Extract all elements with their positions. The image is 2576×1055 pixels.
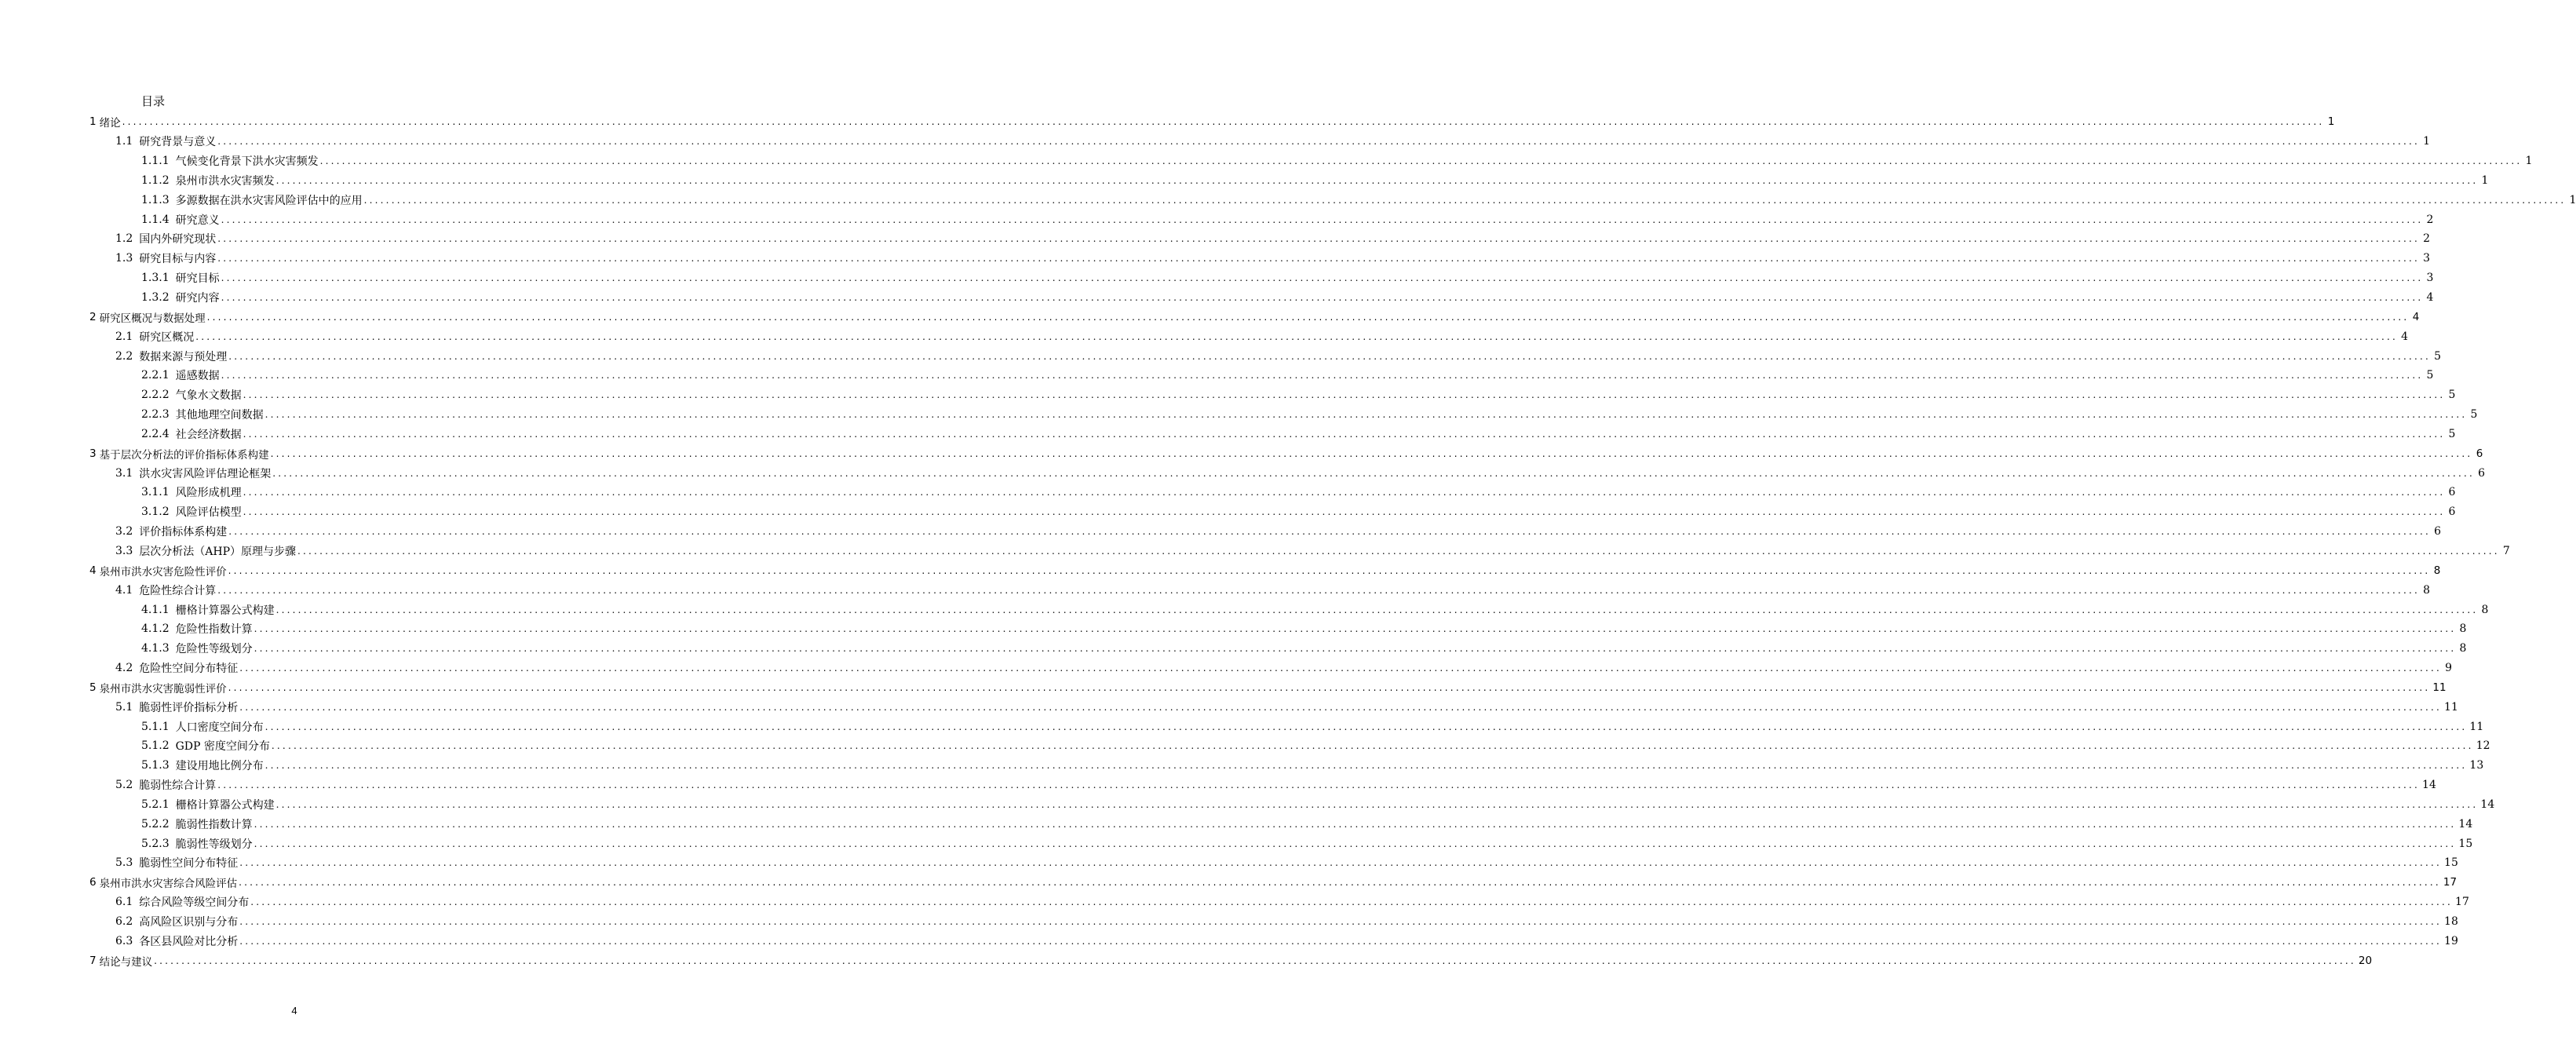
toc-entry[interactable]: [89, 112, 2335, 132]
toc-entry-number: 3.1: [115, 466, 133, 480]
toc-entry-page: 14: [2422, 779, 2436, 792]
toc-entry-page: 9: [2445, 662, 2453, 675]
toc-entry-page: 17: [2455, 896, 2469, 909]
toc-entry-title: 各区县风险对比分析: [139, 935, 239, 948]
toc-entry-page: 8: [2459, 622, 2467, 636]
toc-entry-number: 2.2.3: [141, 408, 170, 422]
toc-leader-dots: ................................................................................................................................................................................................................................................................................................................................................................................................................: [243, 506, 2446, 518]
toc-entry-number: 5.1.2: [141, 739, 170, 753]
toc-entry-page: 14: [2480, 798, 2495, 811]
toc-leader-dots: ................................................................................................................................................................................................................................................................................................................................................................................................................: [265, 721, 2468, 732]
toc-entry-number: 5: [89, 681, 97, 694]
toc-entry-number: 1.3.2: [141, 291, 170, 305]
toc-entry-title: 高风险区识别与分布: [139, 916, 239, 929]
toc-entry-page: 14: [2458, 817, 2473, 830]
toc-entry-number: 1.3.1: [141, 272, 170, 285]
toc-entry-page: 5: [2434, 349, 2442, 363]
toc-leader-dots: ................................................................................................................................................................................................................................................................................................................................................................................................................: [243, 389, 2446, 401]
toc-entry-page: 3: [2426, 272, 2434, 285]
toc-entry-page: 4: [2426, 291, 2434, 305]
toc-leader-dots: ................................................................................................................................................................................................................................................................................................................................................................................................................: [270, 447, 2473, 459]
toc-entry-title: 研究目标与内容: [139, 253, 217, 266]
toc-entry-title: 风险形成机理: [175, 487, 242, 500]
toc-entry[interactable]: [89, 327, 2409, 346]
toc-leader-dots: ................................................................................................................................................................................................................................................................................................................................................................................................................: [239, 663, 2443, 674]
toc-leader-dots: ................................................................................................................................................................................................................................................................................................................................................................................................................: [239, 916, 2443, 928]
toc-entry-title: 多源数据在洪水灾害风险评估中的应用: [175, 194, 363, 207]
toc-entry-number: 1.1.4: [141, 213, 170, 226]
toc-entry-number: 5.1.3: [141, 759, 170, 772]
toc-leader-dots: ................................................................................................................................................................................................................................................................................................................................................................................................................: [275, 798, 2479, 810]
toc-entry[interactable]: [89, 307, 2420, 327]
toc-entry-title: 结论与建议: [99, 955, 153, 969]
toc-entry[interactable]: [89, 736, 2490, 756]
toc-leader-dots: ................................................................................................................................................................................................................................................................................................................................................................................................................: [217, 584, 2421, 596]
toc-entry-page: 12: [2476, 739, 2490, 753]
toc-entry-page: 6: [2434, 525, 2442, 538]
toc-leader-dots: ................................................................................................................................................................................................................................................................................................................................................................................................................: [254, 838, 2457, 849]
toc-entry[interactable]: [89, 229, 2431, 249]
toc-leader-dots: ................................................................................................................................................................................................................................................................................................................................................................................................................: [217, 253, 2421, 265]
toc-entry[interactable]: [89, 405, 2478, 425]
toc-entry-page: 13: [2469, 759, 2484, 772]
toc-leader-dots: ................................................................................................................................................................................................................................................................................................................................................................................................................: [271, 740, 2474, 752]
toc-entry[interactable]: [89, 893, 2469, 912]
toc-leader-dots: ................................................................................................................................................................................................................................................................................................................................................................................................................: [239, 877, 2441, 889]
toc-leader-dots: ................................................................................................................................................................................................................................................................................................................................................................................................................: [228, 350, 2432, 362]
toc-entry-title: 研究内容: [175, 292, 220, 305]
page-number: 4: [291, 1005, 297, 1017]
toc-entry-title: 危险性指数计算: [175, 623, 253, 637]
toc-entry[interactable]: [89, 814, 2473, 834]
toc-entry-number: 2: [89, 310, 97, 323]
toc-entry[interactable]: [89, 931, 2458, 951]
toc-entry-page: 11: [2444, 700, 2458, 714]
toc-entry-page: 15: [2458, 837, 2473, 850]
toc-entry[interactable]: [89, 776, 2436, 795]
toc-entry-page: 4: [2401, 330, 2409, 343]
toc-entry-number: 1.1.2: [141, 173, 170, 187]
toc-entry-page: 17: [2443, 876, 2457, 889]
toc-entry-title: 研究目标: [175, 272, 220, 286]
toc-entry-title: 国内外研究现状: [139, 233, 217, 246]
toc-entry[interactable]: [89, 444, 2483, 463]
toc-entry-page: 2: [2423, 232, 2431, 246]
toc-entry[interactable]: [89, 619, 2467, 639]
toc-entry[interactable]: [89, 639, 2467, 659]
toc-entry-title: 泉州市洪水灾害频发: [175, 174, 275, 188]
toc-entry[interactable]: [89, 425, 2456, 444]
toc-leader-dots: ................................................................................................................................................................................................................................................................................................................................................................................................................: [221, 214, 2424, 225]
toc-entry-page: 8: [2459, 642, 2467, 655]
toc-entry-title: 绪论: [99, 117, 121, 130]
toc-entry[interactable]: [89, 268, 2434, 288]
toc-entry-number: 4.1: [115, 583, 133, 597]
toc-entry[interactable]: [89, 834, 2473, 853]
toc-entry-number: 3: [89, 447, 97, 460]
toc-entry[interactable]: [89, 522, 2442, 542]
toc-entry-number: 5.2.3: [141, 837, 170, 850]
toc-entry-number: 5.3: [115, 856, 133, 870]
toc-entry-title: 泉州市洪水灾害脆弱性评价: [99, 682, 227, 695]
toc-leader-dots: ................................................................................................................................................................................................................................................................................................................................................................................................................: [297, 545, 2500, 557]
toc-entry[interactable]: [89, 756, 2484, 776]
toc-entry-page: 5: [2426, 369, 2434, 382]
toc-entry-title: 遥感数据: [175, 370, 220, 383]
toc-leader-dots: ................................................................................................................................................................................................................................................................................................................................................................................................................: [239, 857, 2443, 869]
toc-entry-title: 泉州市洪水灾害危险性评价: [99, 565, 227, 579]
toc-entry-page: 8: [2423, 583, 2431, 597]
toc-entry[interactable]: [89, 853, 2458, 873]
toc-entry-title: 洪水灾害风险评估理论框架: [139, 467, 272, 480]
toc-entry-title: 脆弱性综合计算: [139, 779, 217, 793]
toc-entry[interactable]: [89, 190, 2576, 210]
toc-leader-dots: ................................................................................................................................................................................................................................................................................................................................................................................................................: [122, 116, 2325, 128]
toc-entry-page: 11: [2432, 681, 2446, 694]
toc-entry-number: 6: [89, 876, 97, 889]
toc-entry-page: 5: [2470, 408, 2478, 422]
toc-leader-dots: ................................................................................................................................................................................................................................................................................................................................................................................................................: [275, 174, 2479, 186]
toc-entry-number: 5.2.1: [141, 798, 170, 811]
toc-entry[interactable]: [89, 288, 2434, 308]
toc-entry[interactable]: [89, 542, 2510, 561]
toc-entry-page: 4: [2412, 310, 2420, 323]
toc-entry[interactable]: [89, 151, 2533, 171]
toc-entry-number: 5.1: [115, 700, 133, 714]
toc-leader-dots: ................................................................................................................................................................................................................................................................................................................................................................................................................: [254, 818, 2457, 830]
toc-leader-dots: ................................................................................................................................................................................................................................................................................................................................................................................................................: [239, 935, 2443, 947]
toc-entry[interactable]: [89, 560, 2441, 580]
toc-entry-number: 1: [89, 115, 97, 129]
toc-entry-page: 2: [2426, 213, 2434, 226]
toc-entry[interactable]: [89, 677, 2446, 697]
toc-leader-dots: ................................................................................................................................................................................................................................................................................................................................................................................................................: [195, 330, 2399, 342]
toc-leader-dots: ................................................................................................................................................................................................................................................................................................................................................................................................................: [243, 428, 2446, 440]
toc-entry[interactable]: [89, 249, 2431, 268]
toc-entry-number: 1.1: [115, 135, 133, 148]
toc-leader-dots: ................................................................................................................................................................................................................................................................................................................................................................................................................: [221, 292, 2424, 304]
toc-title: 目录: [141, 94, 166, 108]
toc-entry-title: 人口密度空间分布: [175, 721, 264, 734]
toc-entry-number: 1.2: [115, 232, 133, 246]
toc-entry-title: 风险评估模型: [175, 506, 242, 520]
toc-entry[interactable]: [89, 912, 2458, 932]
toc-leader-dots: ................................................................................................................................................................................................................................................................................................................................................................................................................: [206, 311, 2410, 323]
toc-leader-dots: ................................................................................................................................................................................................................................................................................................................................................................................................................: [265, 409, 2468, 421]
toc-entry-number: 3.1.1: [141, 486, 170, 499]
toc-entry[interactable]: [89, 171, 2489, 191]
toc-entry-page: 19: [2444, 934, 2458, 947]
toc-entry[interactable]: [89, 385, 2456, 405]
toc-leader-dots: ................................................................................................................................................................................................................................................................................................................................................................................................................: [221, 272, 2424, 284]
toc-entry-number: 2.1: [115, 330, 133, 343]
toc-entry-number: 3.3: [115, 544, 133, 557]
toc-leader-dots: ................................................................................................................................................................................................................................................................................................................................................................................................................: [254, 643, 2457, 655]
toc-entry-page: 3: [2423, 252, 2431, 265]
toc-entry-number: 3.1.2: [141, 506, 170, 519]
toc-entry-title: 评价指标体系构建: [139, 526, 228, 539]
toc-entry-page: 6: [2478, 466, 2486, 480]
toc-entry-number: 6.2: [115, 915, 133, 929]
toc-entry-number: 5.1.1: [141, 720, 170, 733]
toc-entry-page: 6: [2448, 506, 2456, 519]
toc-entry-page: 6: [2476, 447, 2483, 460]
toc-entry[interactable]: [89, 873, 2457, 893]
toc-leader-dots: ................................................................................................................................................................................................................................................................................................................................................................................................................: [265, 760, 2468, 772]
toc-entry-page: 1: [2569, 193, 2576, 206]
toc-entry[interactable]: [89, 697, 2458, 717]
toc-entry-title: 脆弱性空间分布特征: [139, 857, 239, 871]
toc-entry-title: 社会经济数据: [175, 428, 242, 441]
toc-leader-dots: ................................................................................................................................................................................................................................................................................................................................................................................................................: [243, 487, 2446, 498]
toc-leader-dots: ................................................................................................................................................................................................................................................................................................................................................................................................................: [319, 155, 2523, 167]
toc-entry-number: 1.1.1: [141, 155, 170, 168]
toc-entry-page: 15: [2444, 856, 2458, 870]
toc-entry-title: 层次分析法（AHP）原理与步骤: [139, 545, 297, 558]
toc-entry-number: 2.2.1: [141, 369, 170, 382]
toc-entry-title: 研究区概况: [139, 330, 195, 344]
toc-entry-number: 2.2.4: [141, 427, 170, 440]
toc-entry-page: 18: [2444, 915, 2458, 929]
toc-entry-number: 2.2.2: [141, 389, 170, 402]
toc-entry-page: 20: [2358, 954, 2373, 967]
toc-leader-dots: ................................................................................................................................................................................................................................................................................................................................................................................................................: [217, 779, 2421, 791]
toc-leader-dots: ................................................................................................................................................................................................................................................................................................................................................................................................................: [363, 194, 2567, 206]
toc-entry-title: 其他地理空间数据: [175, 409, 264, 422]
toc-entry-page: 7: [2502, 544, 2510, 557]
toc-entry-number: 5.2: [115, 779, 133, 792]
toc-entry-title: 研究背景与意义: [139, 136, 217, 149]
toc-entry-title: 建设用地比例分布: [175, 760, 264, 773]
toc-entry-title: 气象水文数据: [175, 389, 242, 403]
toc-entry[interactable]: [89, 483, 2456, 502]
toc-leader-dots: ................................................................................................................................................................................................................................................................................................................................................................................................................: [228, 526, 2432, 538]
toc-leader-dots: ................................................................................................................................................................................................................................................................................................................................................................................................................: [228, 681, 2431, 693]
toc-entry-number: 1.1.3: [141, 193, 170, 206]
toc-entry-number: 7: [89, 954, 97, 967]
toc-leader-dots: ................................................................................................................................................................................................................................................................................................................................................................................................................: [254, 623, 2457, 635]
toc-entry-number: 1.3: [115, 252, 133, 265]
toc-entry-title: 危险性等级划分: [175, 643, 253, 656]
toc-leader-dots: ................................................................................................................................................................................................................................................................................................................................................................................................................: [154, 955, 2356, 966]
toc-entry-title: GDP 密度空间分布: [175, 740, 270, 754]
toc-entry-number: 6.3: [115, 934, 133, 947]
toc-entry-title: 数据来源与预处理: [139, 350, 228, 363]
toc-entry-title: 栅格计算器公式构建: [175, 798, 275, 812]
toc-entry[interactable]: [89, 463, 2486, 483]
toc-entry-title: 危险性空间分布特征: [139, 663, 239, 676]
toc-entry[interactable]: [89, 600, 2489, 619]
toc-entry[interactable]: [89, 366, 2434, 385]
toc-entry-title: 栅格计算器公式构建: [175, 604, 275, 617]
toc-entry[interactable]: [89, 502, 2456, 522]
toc-leader-dots: ................................................................................................................................................................................................................................................................................................................................................................................................................: [275, 604, 2479, 615]
toc-entry-number: 3.2: [115, 525, 133, 538]
toc-entry[interactable]: [89, 659, 2453, 678]
toc-entry-title: 脆弱性指数计算: [175, 818, 253, 831]
toc-entry-number: 4.1.2: [141, 622, 170, 636]
toc-leader-dots: ................................................................................................................................................................................................................................................................................................................................................................................................................: [239, 701, 2443, 713]
toc-entry-title: 脆弱性评价指标分析: [139, 701, 239, 714]
toc-entry-title: 基于层次分析法的评价指标体系构建: [99, 448, 269, 462]
toc-entry-page: 5: [2448, 427, 2456, 440]
toc-entry-number: 4.2: [115, 662, 133, 675]
toc-leader-dots: ................................................................................................................................................................................................................................................................................................................................................................................................................: [217, 136, 2421, 148]
toc-leader-dots: ................................................................................................................................................................................................................................................................................................................................................................................................................: [221, 370, 2424, 381]
toc-entry-page: 8: [2433, 564, 2441, 577]
toc-leader-dots: ................................................................................................................................................................................................................................................................................................................................................................................................................: [272, 467, 2476, 479]
toc-entry-number: 2.2: [115, 349, 133, 363]
toc-entry[interactable]: [89, 717, 2484, 736]
toc-entry-page: 1: [2481, 173, 2489, 187]
toc-entry-title: 危险性综合计算: [139, 584, 217, 597]
toc-entry-title: 研究区概况与数据处理: [99, 312, 206, 325]
toc-entry[interactable]: [89, 795, 2495, 815]
toc-entry[interactable]: [89, 580, 2431, 600]
toc-entry-page: 11: [2469, 720, 2484, 733]
toc-entry-page: 5: [2448, 389, 2456, 402]
toc-entry[interactable]: [89, 951, 2373, 970]
toc-leader-dots: ................................................................................................................................................................................................................................................................................................................................................................................................................: [250, 896, 2454, 908]
toc-entry-title: 脆弱性等级划分: [175, 838, 253, 851]
toc-entry-number: 4.1.1: [141, 603, 170, 616]
toc-entry-page: 1: [2327, 115, 2335, 129]
toc-entry-number: 4: [89, 564, 97, 577]
toc-entry-title: 综合风险等级空间分布: [139, 896, 250, 910]
toc-entry[interactable]: [89, 132, 2431, 151]
toc-entry-title: 气候变化背景下洪水灾害频发: [175, 155, 319, 169]
toc-entry-page: 8: [2481, 603, 2489, 616]
toc-leader-dots: ................................................................................................................................................................................................................................................................................................................................................................................................................: [228, 564, 2431, 576]
toc-entry-page: 6: [2448, 486, 2456, 499]
toc-leader-dots: ................................................................................................................................................................................................................................................................................................................................................................................................................: [217, 233, 2421, 245]
toc-entry-number: 4.1.3: [141, 642, 170, 655]
toc-entry-number: 6.1: [115, 896, 133, 909]
toc-entry[interactable]: [89, 210, 2434, 229]
toc-entry-page: 1: [2423, 135, 2431, 148]
toc-entry-page: 1: [2525, 155, 2533, 168]
toc-entry-title: 研究意义: [175, 214, 220, 227]
toc-entry[interactable]: [89, 346, 2442, 366]
table-of-contents: [89, 112, 2576, 970]
toc-entry-title: 泉州市洪水灾害综合风险评估: [99, 878, 238, 891]
toc-entry-number: 5.2.2: [141, 817, 170, 830]
